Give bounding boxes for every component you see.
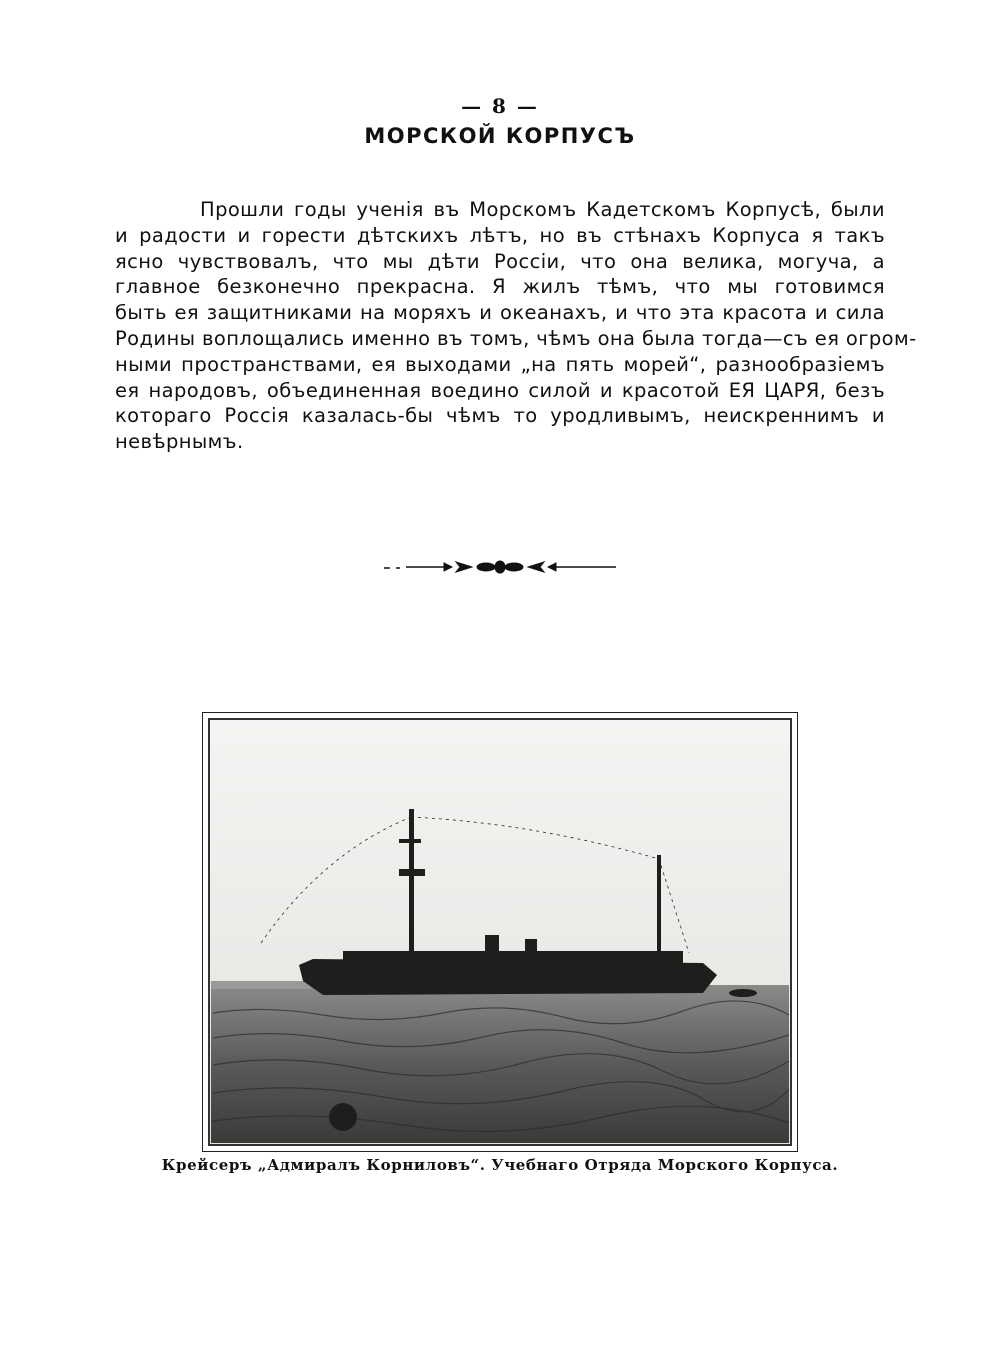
text-line: невѣрнымъ. (115, 430, 244, 454)
ornamental-divider (380, 556, 620, 576)
text-line: Родины воплощались именно въ томъ, чѣмъ она была тогда—съ ея огром- (115, 326, 917, 350)
cruiser-photograph (202, 712, 798, 1152)
page-number: — 8 — (461, 94, 539, 118)
text-line: ясно чувствовалъ, что мы дѣти Россіи, что она велика, могуча, а (115, 249, 885, 273)
text-line: быть ея защитниками на моряхъ и океанахъ, и что эта красота и сила (115, 301, 885, 325)
photo-caption: Крейсеръ „Адмиралъ Корниловъ“. Учебнаго Отряда Морского Корпуса. (161, 1156, 839, 1174)
text-line: Прошли годы ученія въ Морскомъ Кадетскомъ Корпусѣ, были (200, 198, 885, 221)
text-line: ными пространствами, ея выходами „на пять морей“, разнообразіемъ (115, 352, 885, 376)
text-line: главное безконечно прекрасна. Я жилъ тѣмъ, что мы готовимся (115, 275, 885, 299)
text-line: и радости и горести дѣтскихъ лѣтъ, но въ стѣнахъ Корпуса я такъ (115, 223, 885, 247)
body-paragraph (115, 197, 917, 455)
text-line: котораго Россія казалась-бы чѣмъ то уродливымъ, неискреннимъ и (115, 404, 885, 428)
chapter-title: МОРСКОЙ КОРПУСЪ (364, 124, 636, 148)
text-line: ея народовъ, объединенная воедино силой и красотой ЕЯ ЦАРЯ, безъ (115, 378, 885, 402)
